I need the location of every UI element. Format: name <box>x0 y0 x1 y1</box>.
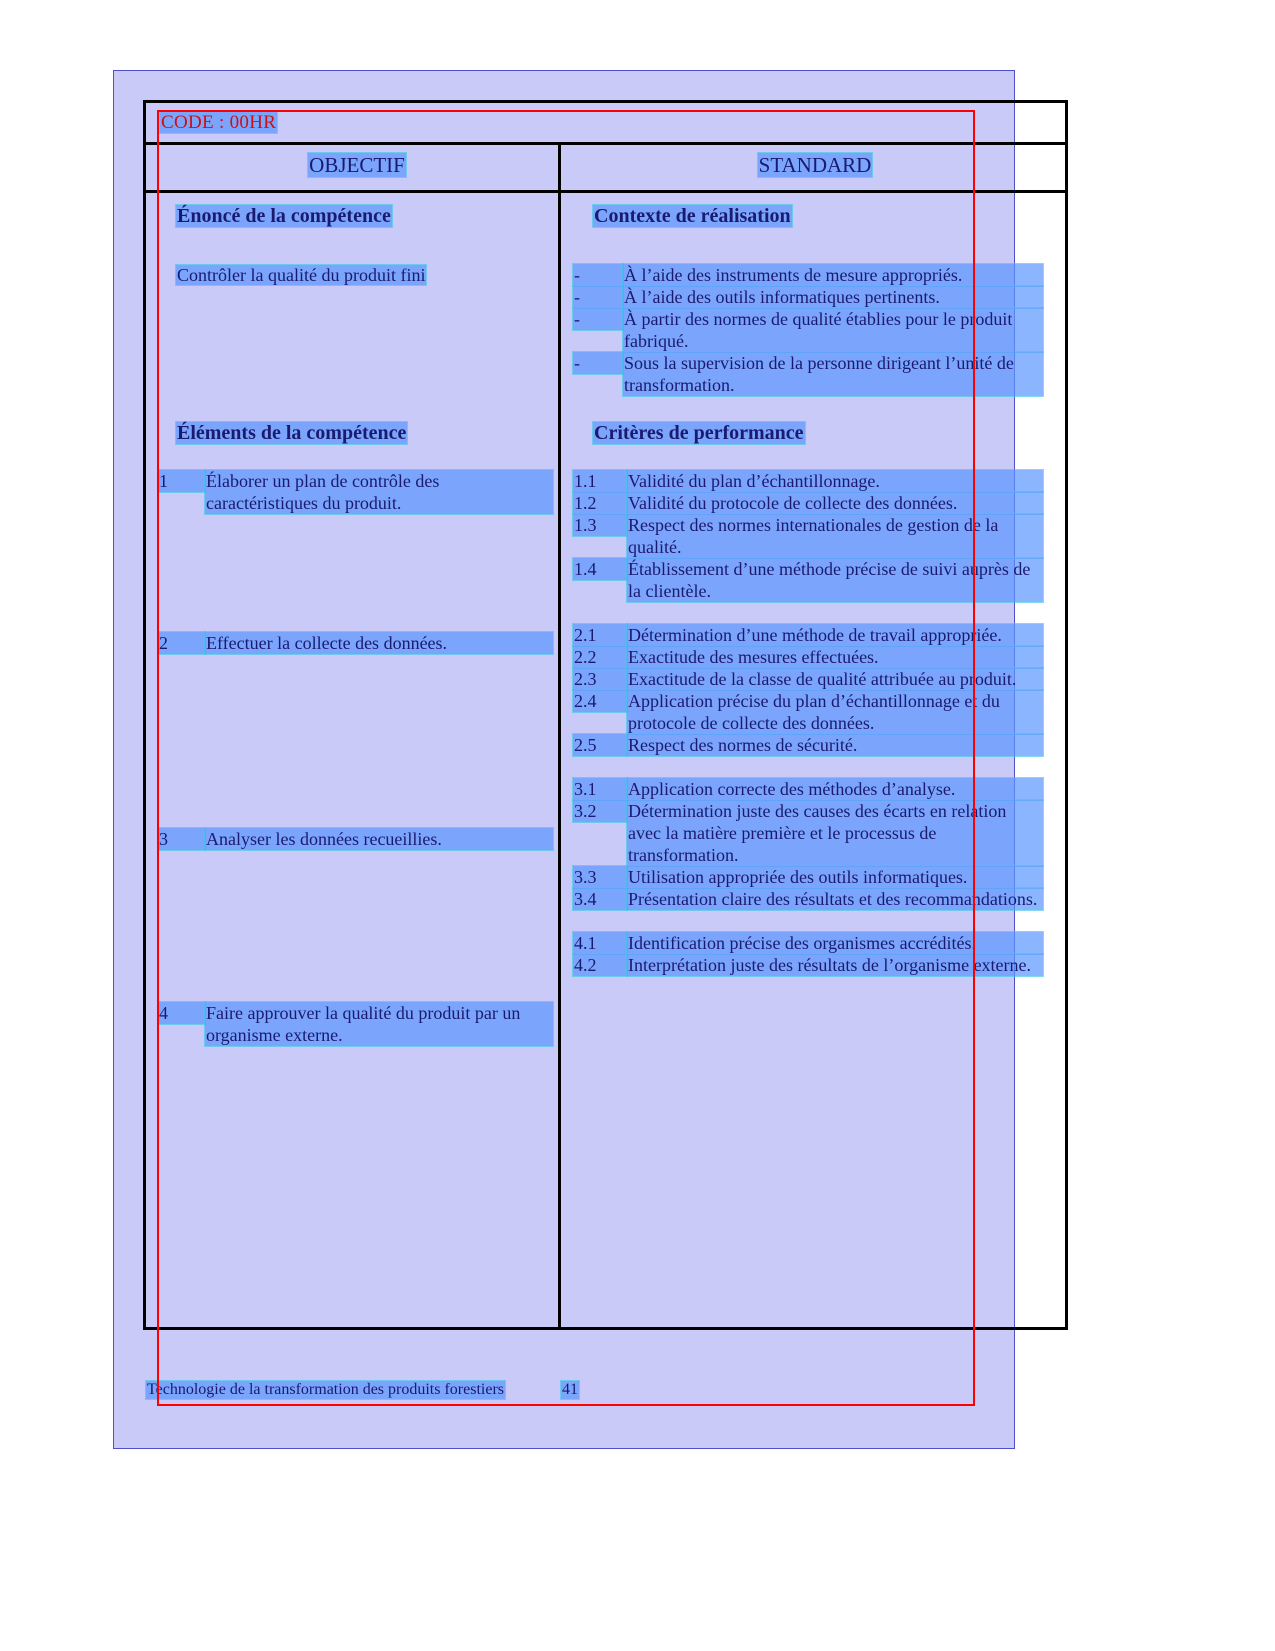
list-item-text: Détermination d’une méthode de travail appropriée. <box>627 624 1043 646</box>
code-line <box>160 112 277 134</box>
header-objectif <box>160 153 554 178</box>
page-footer <box>146 1381 579 1399</box>
list-item <box>158 470 553 632</box>
list-item-number: 4.1 <box>573 932 627 954</box>
list-item-text: Respect des normes de sécurité. <box>627 734 1043 756</box>
list-item <box>573 352 1043 396</box>
list-item-number: 4.2 <box>573 954 627 976</box>
list-item-text: Sous la supervision de la personne dirigeant l’unité de transformation. <box>623 352 1043 396</box>
criteria-group <box>573 470 1043 602</box>
list-item-text: À partir des normes de qualité établies pour le produit fabriqué. <box>623 308 1043 352</box>
list-item-text: Application correcte des méthodes d’analyse. <box>627 778 1043 800</box>
list-item-number: 1.4 <box>573 558 627 580</box>
list-item-number: 2.4 <box>573 690 627 712</box>
list-item <box>573 646 1043 668</box>
list-item <box>573 954 1043 976</box>
list-item-text: Établissement d’une méthode précise de suivi auprès de la clientèle. <box>627 558 1043 602</box>
list-item-number: 2 <box>158 632 205 654</box>
list-item-number: 2.1 <box>573 624 627 646</box>
list-item <box>573 308 1043 352</box>
list-item-text: Identification précise des organismes accrédités. <box>627 932 1043 954</box>
list-item-number: 3.3 <box>573 866 627 888</box>
enonce-text: Contrôler la qualité du produit fini <box>177 265 426 285</box>
list-item-number: 2.5 <box>573 734 627 756</box>
list-item-number: 2.2 <box>573 646 627 668</box>
list-item-number: 1.2 <box>573 492 627 514</box>
list-item <box>573 888 1043 910</box>
list-item-text: Interprétation juste des résultats de l’organisme externe. <box>627 954 1043 976</box>
list-item <box>573 514 1043 558</box>
table-column-separator <box>558 142 561 1330</box>
list-item-text: Présentation claire des résultats et des recommandations. <box>627 888 1043 910</box>
header-objectif-label: OBJECTIF <box>309 153 405 177</box>
subheader-contexte-label: Contexte de réalisation <box>594 205 791 227</box>
list-item-text: Exactitude de la classe de qualité attribuée au produit. <box>627 668 1043 690</box>
subheader-enonce <box>176 205 392 228</box>
list-item <box>573 668 1043 690</box>
list-item-number: 3.1 <box>573 778 627 800</box>
list-item <box>573 690 1043 734</box>
elements-column <box>158 470 553 1046</box>
list-item <box>158 828 553 1002</box>
contexte-list <box>573 264 1043 396</box>
list-item <box>573 264 1043 286</box>
list-item-text: Détermination juste des causes des écarts en relation avec la matière première et le processus de transformation. <box>627 800 1043 866</box>
subheader-criteres-label: Critères de performance <box>594 422 804 444</box>
list-item-number: 3.2 <box>573 800 627 822</box>
criteria-group <box>573 932 1043 976</box>
header-standard-label: STANDARD <box>758 153 872 177</box>
list-item-text: Analyser les données recueillies. <box>205 828 553 850</box>
table-row-separator-top <box>143 142 1068 145</box>
list-item <box>158 632 553 828</box>
list-item <box>573 932 1043 954</box>
list-item <box>573 286 1043 308</box>
list-item-number: 3.4 <box>573 888 627 910</box>
list-item-text: Application précise du plan d’échantillonnage et du protocole de collecte des données. <box>627 690 1043 734</box>
criteria-column <box>573 470 1043 976</box>
list-item-text: Effectuer la collecte des données. <box>205 632 553 654</box>
list-item <box>573 624 1043 646</box>
list-bullet: - <box>573 352 623 374</box>
list-item <box>573 800 1043 866</box>
enonce-body <box>176 264 546 286</box>
list-item <box>158 1002 553 1046</box>
list-item-text: Élaborer un plan de contrôle des caractéristiques du produit. <box>205 470 553 514</box>
list-item-text: Exactitude des mesures effectuées. <box>627 646 1043 668</box>
code-label: CODE : 00HR <box>161 112 277 133</box>
header-standard <box>565 153 1065 178</box>
list-item-text: Utilisation appropriée des outils informatiques. <box>627 866 1043 888</box>
subheader-criteres <box>593 422 805 445</box>
criteria-group <box>573 624 1043 756</box>
footer-page-number: 41 <box>562 1381 578 1398</box>
list-item <box>573 558 1043 602</box>
list-item-text: Respect des normes internationales de gestion de la qualité. <box>627 514 1043 558</box>
list-item <box>573 866 1043 888</box>
list-item-number: 4 <box>158 1002 205 1024</box>
list-item-number: 1 <box>158 470 205 492</box>
subheader-elements <box>176 422 407 445</box>
table-row-separator-header <box>143 190 1068 193</box>
subheader-elements-label: Éléments de la compétence <box>177 422 407 444</box>
list-item-text: Validité du protocole de collecte des données. <box>627 492 1043 514</box>
list-item <box>573 778 1043 800</box>
list-item-number: 1.3 <box>573 514 627 536</box>
list-bullet: - <box>573 264 623 286</box>
list-item-number: 2.3 <box>573 668 627 690</box>
list-item <box>573 734 1043 756</box>
list-bullet: - <box>573 286 623 308</box>
list-item-text: Faire approuver la qualité du produit par un organisme externe. <box>205 1002 553 1046</box>
list-item <box>573 492 1043 514</box>
subheader-enonce-label: Énoncé de la compétence <box>177 205 391 227</box>
footer-title: Technologie de la transformation des produits forestiers <box>147 1381 504 1398</box>
list-item-text: À l’aide des outils informatiques pertinents. <box>623 286 1043 308</box>
list-item <box>573 470 1043 492</box>
list-item-number: 3 <box>158 828 205 850</box>
list-item-text: Validité du plan d’échantillonnage. <box>627 470 1043 492</box>
list-bullet: - <box>573 308 623 330</box>
criteria-group <box>573 778 1043 910</box>
list-item-number: 1.1 <box>573 470 627 492</box>
subheader-contexte <box>593 205 792 228</box>
list-item-text: À l’aide des instruments de mesure appropriés. <box>623 264 1043 286</box>
